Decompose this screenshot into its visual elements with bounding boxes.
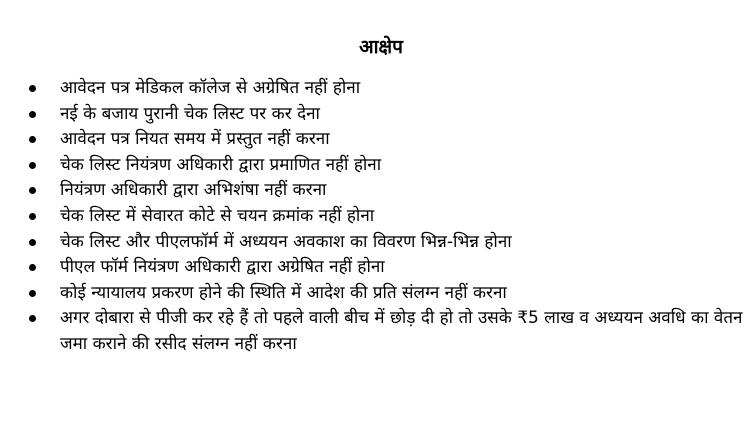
list-item-text: अगर दोबारा से पीजी कर रहे हैं तो पहले वाली बीच में छोड़ दी हो तो उसके ₹5 लाख व अध्ययन अवधि का वेतन जमा कराने की रसीद संलग्न नहीं करना [60,308,743,354]
bullet-icon [29,111,36,118]
list-item [28,153,744,179]
list-item-text: नियंत्रण अधिकारी द्वारा अभिशंषा नहीं करना [60,180,327,201]
list-item [28,127,744,153]
bullet-icon [29,85,36,92]
list-item [28,178,744,204]
bullet-icon [29,264,36,271]
bullet-icon [29,290,36,297]
list-item-text: आवेदन पत्र मेडिकल कॉलेज से अग्रेषित नहीं होना [60,78,361,98]
bullet-icon [29,315,36,322]
bullet-icon [29,162,36,169]
bullet-icon [29,136,36,143]
list-item-text: नई के बजाय पुरानी चेक लिस्ट पर कर देना [60,103,320,124]
slide-title: आक्षेप [359,36,403,58]
bullet-icon [29,239,36,246]
list-item-text: चेक लिस्ट नियंत्रण अधिकारी द्वारा प्रमाणित नहीं होना [60,154,382,175]
list-item [28,102,744,128]
list-item-text: चेक लिस्ट और पीएलफॉर्म में अध्ययन अवकाश का विवरण भिन्न-भिन्न होना [60,231,512,252]
list-item-text: पीएल फॉर्म नियंत्रण अधिकारी द्वारा अग्रेषित नहीं होना [60,257,385,278]
list-item [28,306,744,357]
list-item [28,230,744,256]
list-item-text: कोई न्यायालय प्रकरण होने की स्थिति में आदेश की प्रति संलग्न नहीं करना [60,282,507,303]
objection-list [28,76,744,358]
list-item [28,204,744,230]
bullet-icon [29,187,36,194]
list-item-text: आवेदन पत्र नियत समय में प्रस्तुत नहीं करना [60,129,330,150]
list-item [28,281,744,307]
list-item-text: चेक लिस्ट में सेवारत कोटे से चयन क्रमांक नहीं होना [60,205,375,226]
list-item [28,76,744,102]
list-item [28,255,744,281]
bullet-icon [29,213,36,220]
